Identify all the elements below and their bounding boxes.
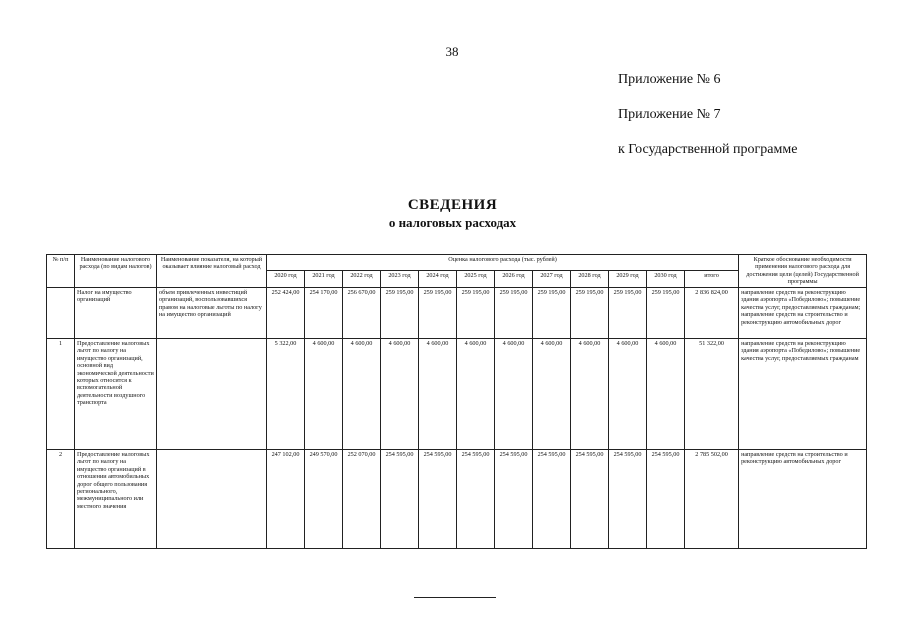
row-value: 254 170,00 <box>305 287 343 338</box>
row-num <box>47 287 75 338</box>
row-value: 259 195,00 <box>647 287 685 338</box>
tax-expenditure-table <box>46 254 867 549</box>
row-value: 256 670,00 <box>343 287 381 338</box>
row-total: 2 785 502,00 <box>685 449 739 548</box>
row-value: 4 600,00 <box>533 338 571 449</box>
document-subtitle: о налоговых расходах <box>388 215 517 230</box>
row-value: 259 195,00 <box>381 287 419 338</box>
header-num: № п/п <box>47 255 75 288</box>
row-total: 51 322,00 <box>685 338 739 449</box>
appendix-6-label: Приложение № 6 <box>618 72 721 87</box>
row-value: 254 595,00 <box>571 449 609 548</box>
row-justification: направление средств на строительство и реконструкцию автомобильных дорог <box>739 449 867 548</box>
row-value: 252 070,00 <box>343 449 381 548</box>
row-value: 4 600,00 <box>495 338 533 449</box>
header-indicator: Наименование показателя, на который оказывает влияние налоговый расход <box>157 255 267 288</box>
header-justification: Краткое обоснование необходимости применения налогового расхода для достижения цели (целей) Государственной программы <box>739 255 867 288</box>
row-value: 259 195,00 <box>457 287 495 338</box>
footer-divider <box>414 597 496 598</box>
header-year: 2029 год <box>609 271 647 287</box>
row-tax-name: Предоставление налоговых льгот по налогу на имущество организаций в отношении автомобильных дорог общего пользования регионального, межмуниципального или местного значения <box>75 449 157 548</box>
header-year: 2025 год <box>457 271 495 287</box>
row-value: 254 595,00 <box>457 449 495 548</box>
row-justification: направление средств на реконструкцию здания аэропорта «Победилово»; повышение качества услуг, предоставляемых гражданам <box>739 338 867 449</box>
row-value: 4 600,00 <box>609 338 647 449</box>
header-year: 2028 год <box>571 271 609 287</box>
row-value: 4 600,00 <box>305 338 343 449</box>
row-indicator <box>157 449 267 548</box>
row-value: 4 600,00 <box>343 338 381 449</box>
row-justification: направление средств на реконструкцию здания аэропорта «Победилово»; повышение качества услуг, предоставляемых гражданам; направление средств на строительство и реконструкцию автомобильных дорог <box>739 287 867 338</box>
table-row <box>47 338 867 449</box>
row-indicator <box>157 338 267 449</box>
row-num: 1 <box>47 338 75 449</box>
header-year: 2020 год <box>267 271 305 287</box>
header-total: итого <box>685 271 739 287</box>
header-tax-name: Наименование налогового расхода (по видам налогов) <box>75 255 157 288</box>
row-value: 4 600,00 <box>571 338 609 449</box>
row-total: 2 836 824,00 <box>685 287 739 338</box>
row-indicator: объем привлеченных инвестиций организаций, воспользовавшихся правом на налоговые льготы по налогу на имущество организаций <box>157 287 267 338</box>
row-tax-name: Налог на имущество организаций <box>75 287 157 338</box>
header-year: 2024 год <box>419 271 457 287</box>
header-year: 2023 год <box>381 271 419 287</box>
row-value: 259 195,00 <box>419 287 457 338</box>
appendix-7-label: Приложение № 7 <box>618 107 721 122</box>
row-value: 249 570,00 <box>305 449 343 548</box>
row-value: 259 195,00 <box>533 287 571 338</box>
row-value: 254 595,00 <box>419 449 457 548</box>
header-estimate: Оценка налогового расхода (тыс. рублей) <box>267 255 739 271</box>
header-year: 2030 год <box>647 271 685 287</box>
row-value: 4 600,00 <box>381 338 419 449</box>
row-value: 254 595,00 <box>495 449 533 548</box>
row-value: 5 322,00 <box>267 338 305 449</box>
row-value: 254 595,00 <box>647 449 685 548</box>
document-title: СВЕДЕНИЯ <box>407 197 498 213</box>
header-year: 2021 год <box>305 271 343 287</box>
row-value: 4 600,00 <box>457 338 495 449</box>
header-year: 2022 год <box>343 271 381 287</box>
row-value: 247 102,00 <box>267 449 305 548</box>
row-value: 252 424,00 <box>267 287 305 338</box>
row-value: 254 595,00 <box>381 449 419 548</box>
row-num: 2 <box>47 449 75 548</box>
row-value: 254 595,00 <box>533 449 571 548</box>
header-year: 2027 год <box>533 271 571 287</box>
row-value: 4 600,00 <box>647 338 685 449</box>
header-year: 2026 год <box>495 271 533 287</box>
table-row <box>47 449 867 548</box>
row-value: 259 195,00 <box>495 287 533 338</box>
row-value: 4 600,00 <box>419 338 457 449</box>
page-number: 38 <box>445 44 459 59</box>
table-row <box>47 287 867 338</box>
appendix-program-label: к Государственной программе <box>618 142 798 157</box>
table-header-row <box>47 255 867 271</box>
row-value: 259 195,00 <box>571 287 609 338</box>
row-value: 254 595,00 <box>609 449 647 548</box>
row-value: 259 195,00 <box>609 287 647 338</box>
row-tax-name: Предоставление налоговых льгот по налогу на имущество организаций, основной вид экономической деятельности которых относится к вспомогательной деятельности воздушного транспорта <box>75 338 157 449</box>
